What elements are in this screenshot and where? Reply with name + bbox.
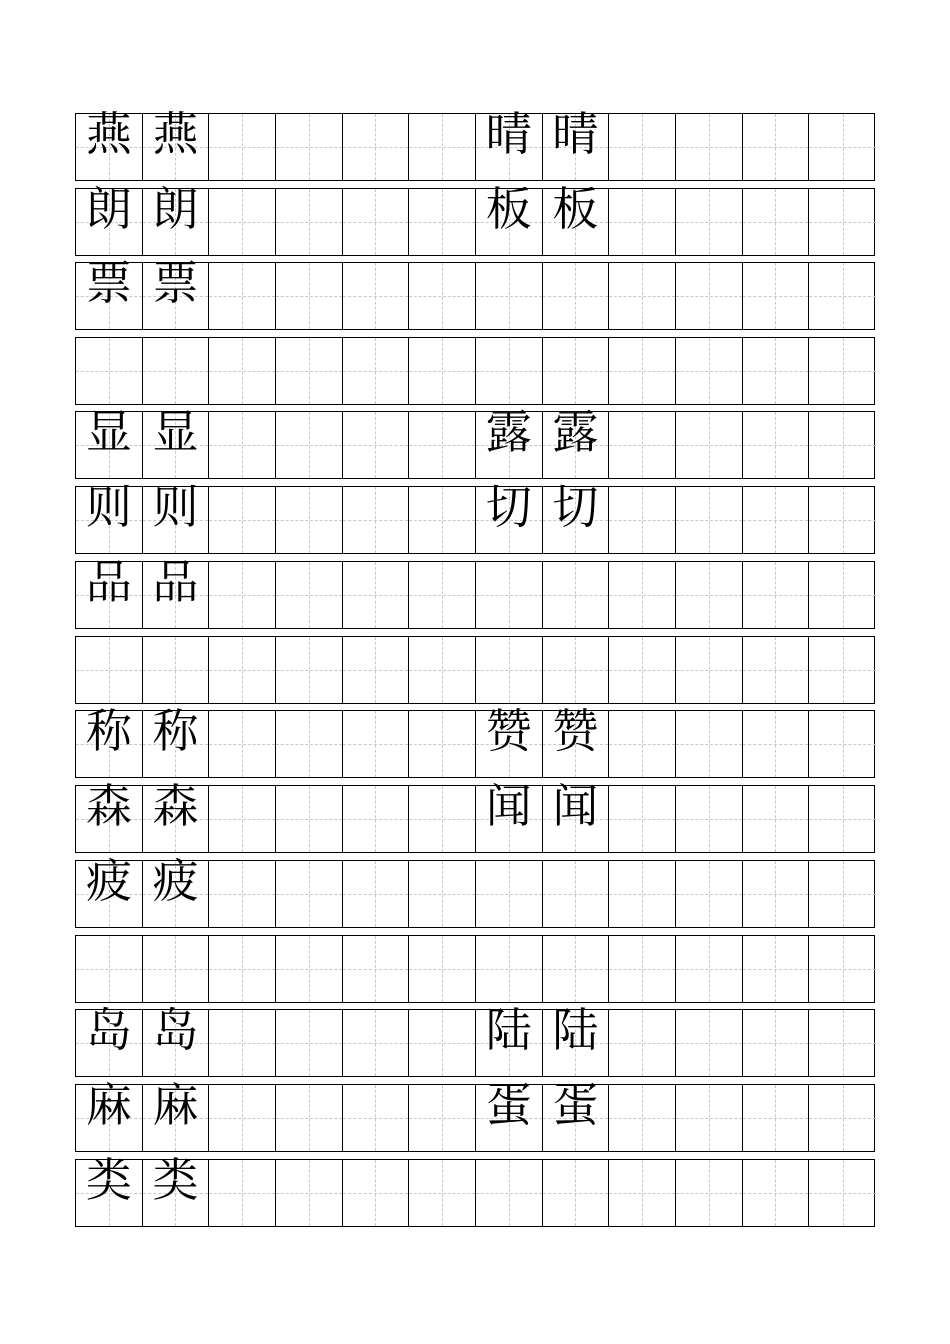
blank-writing-cell: [743, 1160, 810, 1226]
blank-writing-cell: [609, 861, 676, 927]
model-char-cell: [476, 936, 543, 1002]
blank-writing-cell: [609, 1160, 676, 1226]
blank-writing-cell: [276, 263, 343, 329]
blank-writing-cell: [809, 711, 876, 777]
blank-writing-cell: [743, 786, 810, 852]
blank-writing-cell: [743, 114, 810, 180]
model-char-cell: [143, 704, 210, 777]
model-char-cell: [76, 854, 143, 927]
blank-writing-cell: [343, 263, 410, 329]
model-char-cell: [76, 936, 143, 1002]
blank-writing-cell: [409, 263, 476, 329]
model-character: 陆: [485, 1003, 532, 1057]
blank-writing-cell: [209, 487, 276, 553]
blank-writing-cell: [809, 936, 876, 1002]
blank-writing-cell: [209, 637, 276, 703]
blank-writing-cell: [409, 412, 476, 478]
blank-writing-cell: [676, 114, 743, 180]
model-character: 森: [152, 779, 199, 833]
model-char-cell: [543, 1078, 610, 1151]
model-char-cell: [543, 480, 610, 553]
blank-writing-cell: [743, 936, 810, 1002]
practice-row: [75, 854, 875, 928]
model-character: 朗: [85, 182, 132, 236]
blank-writing-cell: [809, 1085, 876, 1151]
model-character: 票: [85, 256, 132, 310]
blank-writing-cell: [676, 1085, 743, 1151]
blank-writing-cell: [743, 189, 810, 255]
practice-row: [75, 1153, 875, 1227]
model-character: 蛋: [485, 1078, 532, 1132]
model-char-cell: [76, 637, 143, 703]
blank-writing-cell: [343, 487, 410, 553]
blank-writing-cell: [276, 1010, 343, 1076]
blank-writing-cell: [609, 189, 676, 255]
blank-writing-cell: [809, 1010, 876, 1076]
blank-writing-cell: [343, 786, 410, 852]
blank-writing-cell: [209, 1085, 276, 1151]
blank-writing-cell: [209, 562, 276, 628]
model-character: 则: [85, 480, 132, 534]
blank-writing-cell: [276, 487, 343, 553]
blank-writing-cell: [609, 338, 676, 404]
blank-writing-cell: [343, 711, 410, 777]
practice-row: [75, 256, 875, 330]
model-char-cell: [543, 182, 610, 255]
blank-writing-cell: [609, 412, 676, 478]
model-char-cell: [543, 1160, 610, 1226]
model-char-cell: [143, 779, 210, 852]
blank-writing-cell: [809, 412, 876, 478]
blank-writing-cell: [409, 936, 476, 1002]
model-char-cell: [543, 779, 610, 852]
model-char-cell: [76, 480, 143, 553]
model-char-cell: [76, 779, 143, 852]
model-character: 疲: [85, 854, 132, 908]
model-char-cell: [476, 861, 543, 927]
model-char-cell: [476, 1160, 543, 1226]
model-char-cell: [143, 637, 210, 703]
model-char-cell: [476, 263, 543, 329]
blank-writing-cell: [209, 189, 276, 255]
blank-writing-cell: [409, 637, 476, 703]
model-character: 显: [152, 405, 199, 459]
blank-writing-cell: [609, 562, 676, 628]
practice-row: [75, 555, 875, 629]
model-char-cell: [476, 704, 543, 777]
model-character: 切: [485, 480, 532, 534]
blank-writing-cell: [409, 1010, 476, 1076]
model-character: 麻: [85, 1078, 132, 1132]
blank-writing-cell: [676, 786, 743, 852]
practice-row: [75, 779, 875, 853]
model-character: 露: [552, 405, 599, 459]
blank-writing-cell: [276, 711, 343, 777]
model-character: 称: [152, 704, 199, 758]
blank-writing-cell: [809, 562, 876, 628]
model-char-cell: [543, 107, 610, 180]
blank-writing-cell: [343, 936, 410, 1002]
model-char-cell: [543, 338, 610, 404]
model-char-cell: [476, 779, 543, 852]
model-char-cell: [143, 1003, 210, 1076]
model-character: 品: [85, 555, 132, 609]
blank-writing-cell: [409, 1160, 476, 1226]
blank-writing-cell: [209, 861, 276, 927]
blank-writing-cell: [743, 637, 810, 703]
model-character: 则: [152, 480, 199, 534]
model-character: 显: [85, 405, 132, 459]
practice-row: [75, 1078, 875, 1152]
blank-writing-cell: [609, 487, 676, 553]
practice-row: [75, 405, 875, 479]
blank-writing-cell: [743, 338, 810, 404]
blank-writing-cell: [343, 412, 410, 478]
model-character: 类: [85, 1153, 132, 1207]
blank-writing-cell: [676, 263, 743, 329]
model-char-cell: [143, 256, 210, 329]
model-char-cell: [76, 1078, 143, 1151]
model-character: 岛: [152, 1003, 199, 1057]
model-character: 燕: [152, 107, 199, 161]
model-character: 陆: [552, 1003, 599, 1057]
model-char-cell: [476, 480, 543, 553]
blank-writing-cell: [676, 189, 743, 255]
model-char-cell: [76, 338, 143, 404]
blank-writing-cell: [743, 1010, 810, 1076]
blank-writing-cell: [609, 637, 676, 703]
blank-writing-cell: [409, 189, 476, 255]
blank-writing-cell: [809, 263, 876, 329]
model-char-cell: [143, 1153, 210, 1226]
practice-row: [75, 1003, 875, 1077]
model-character: 森: [85, 779, 132, 833]
blank-writing-cell: [343, 1085, 410, 1151]
model-char-cell: [76, 704, 143, 777]
blank-writing-cell: [209, 114, 276, 180]
blank-writing-cell: [409, 786, 476, 852]
blank-writing-cell: [276, 786, 343, 852]
practice-row: [75, 704, 875, 778]
blank-writing-cell: [743, 562, 810, 628]
blank-writing-cell: [743, 711, 810, 777]
model-character: 板: [485, 182, 532, 236]
blank-writing-cell: [343, 562, 410, 628]
model-character: 燕: [85, 107, 132, 161]
blank-writing-cell: [276, 1160, 343, 1226]
blank-writing-cell: [743, 1085, 810, 1151]
blank-writing-cell: [676, 562, 743, 628]
blank-writing-cell: [809, 637, 876, 703]
blank-writing-cell: [676, 711, 743, 777]
model-character: 岛: [85, 1003, 132, 1057]
model-char-cell: [543, 637, 610, 703]
blank-writing-cell: [676, 338, 743, 404]
blank-writing-cell: [743, 861, 810, 927]
blank-writing-cell: [276, 114, 343, 180]
practice-row: [75, 107, 875, 181]
practice-row: [75, 337, 875, 405]
model-character: 切: [552, 480, 599, 534]
model-char-cell: [476, 1003, 543, 1076]
blank-writing-cell: [676, 1160, 743, 1226]
model-char-cell: [543, 861, 610, 927]
model-char-cell: [543, 405, 610, 478]
model-char-cell: [476, 107, 543, 180]
blank-writing-cell: [676, 487, 743, 553]
blank-writing-cell: [343, 189, 410, 255]
model-character: 麻: [152, 1078, 199, 1132]
model-character: 疲: [152, 854, 199, 908]
blank-writing-cell: [276, 936, 343, 1002]
model-character: 晴: [485, 107, 532, 161]
model-char-cell: [543, 704, 610, 777]
model-character: 闻: [485, 779, 532, 833]
blank-writing-cell: [609, 114, 676, 180]
model-character: 品: [152, 555, 199, 609]
blank-writing-cell: [809, 786, 876, 852]
blank-writing-cell: [343, 1160, 410, 1226]
model-char-cell: [543, 1003, 610, 1076]
model-character: 朗: [152, 182, 199, 236]
blank-writing-cell: [609, 263, 676, 329]
blank-writing-cell: [409, 1085, 476, 1151]
blank-writing-cell: [276, 338, 343, 404]
model-char-cell: [143, 405, 210, 478]
blank-writing-cell: [276, 861, 343, 927]
blank-writing-cell: [609, 1010, 676, 1076]
blank-writing-cell: [276, 562, 343, 628]
blank-writing-cell: [209, 412, 276, 478]
blank-writing-cell: [809, 338, 876, 404]
model-character: 晴: [552, 107, 599, 161]
model-character: 露: [485, 405, 532, 459]
blank-writing-cell: [743, 487, 810, 553]
blank-writing-cell: [209, 1010, 276, 1076]
model-char-cell: [543, 562, 610, 628]
model-character: 赞: [485, 704, 532, 758]
model-character: 票: [152, 256, 199, 310]
model-char-cell: [476, 1078, 543, 1151]
model-char-cell: [143, 555, 210, 628]
blank-writing-cell: [276, 412, 343, 478]
blank-writing-cell: [743, 263, 810, 329]
model-char-cell: [476, 338, 543, 404]
blank-writing-cell: [276, 637, 343, 703]
blank-writing-cell: [809, 861, 876, 927]
model-character: 板: [552, 182, 599, 236]
blank-writing-cell: [409, 114, 476, 180]
blank-writing-cell: [343, 114, 410, 180]
practice-row: [75, 480, 875, 554]
practice-row: [75, 935, 875, 1003]
blank-writing-cell: [609, 936, 676, 1002]
blank-writing-cell: [209, 786, 276, 852]
model-char-cell: [76, 1003, 143, 1076]
blank-writing-cell: [343, 1010, 410, 1076]
model-char-cell: [143, 854, 210, 927]
model-char-cell: [143, 107, 210, 180]
model-character: 类: [152, 1153, 199, 1207]
blank-writing-cell: [409, 338, 476, 404]
model-character: 称: [85, 704, 132, 758]
model-char-cell: [476, 182, 543, 255]
model-character: 赞: [552, 704, 599, 758]
model-char-cell: [143, 182, 210, 255]
blank-writing-cell: [609, 1085, 676, 1151]
blank-writing-cell: [676, 936, 743, 1002]
blank-writing-cell: [409, 861, 476, 927]
blank-writing-cell: [676, 1010, 743, 1076]
blank-writing-cell: [409, 562, 476, 628]
blank-writing-cell: [409, 487, 476, 553]
model-char-cell: [476, 562, 543, 628]
blank-writing-cell: [209, 711, 276, 777]
blank-writing-cell: [409, 711, 476, 777]
blank-writing-cell: [276, 189, 343, 255]
blank-writing-cell: [609, 786, 676, 852]
blank-writing-cell: [343, 338, 410, 404]
blank-writing-cell: [276, 1085, 343, 1151]
blank-writing-cell: [209, 1160, 276, 1226]
model-char-cell: [143, 936, 210, 1002]
model-char-cell: [143, 480, 210, 553]
model-char-cell: [476, 637, 543, 703]
model-character: 蛋: [552, 1078, 599, 1132]
practice-row: [75, 636, 875, 704]
practice-row: [75, 182, 875, 256]
blank-writing-cell: [676, 861, 743, 927]
blank-writing-cell: [343, 861, 410, 927]
model-char-cell: [76, 182, 143, 255]
blank-writing-cell: [743, 412, 810, 478]
model-char-cell: [76, 555, 143, 628]
model-char-cell: [76, 107, 143, 180]
model-char-cell: [76, 405, 143, 478]
model-char-cell: [543, 936, 610, 1002]
blank-writing-cell: [609, 711, 676, 777]
model-char-cell: [143, 1078, 210, 1151]
blank-writing-cell: [809, 1160, 876, 1226]
blank-writing-cell: [809, 189, 876, 255]
model-char-cell: [76, 1153, 143, 1226]
blank-writing-cell: [209, 263, 276, 329]
blank-writing-cell: [343, 637, 410, 703]
blank-writing-cell: [209, 338, 276, 404]
model-char-cell: [476, 405, 543, 478]
blank-writing-cell: [676, 412, 743, 478]
blank-writing-cell: [809, 114, 876, 180]
model-char-cell: [143, 338, 210, 404]
blank-writing-cell: [676, 637, 743, 703]
model-char-cell: [76, 256, 143, 329]
model-character: 闻: [552, 779, 599, 833]
blank-writing-cell: [209, 936, 276, 1002]
blank-writing-cell: [809, 487, 876, 553]
model-char-cell: [543, 263, 610, 329]
